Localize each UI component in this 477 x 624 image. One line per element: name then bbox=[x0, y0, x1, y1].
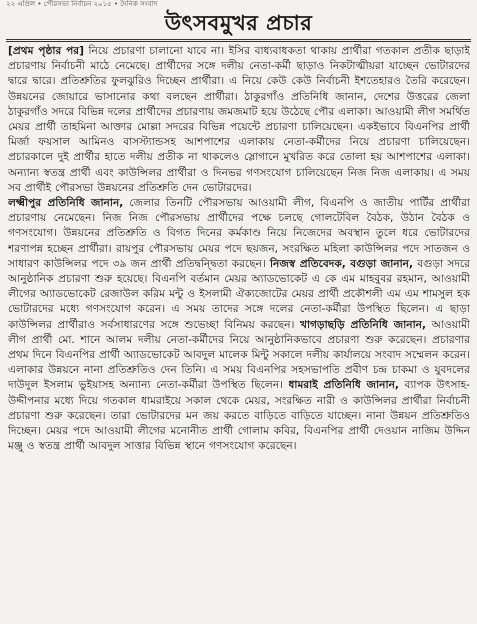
article-paragraph bbox=[8, 196, 470, 454]
headline-rule-secondary bbox=[6, 41, 471, 42]
paragraph-text: ব্যাপক উৎসাহ-উদ্দীপনার মধ্যে দিয়ে গতকাল ধামরাইয়ে সকাল থেকে মেয়র, সংরক্ষিত নারী ও কাউন্সিলর প্রার্থীরা নির্বাচনী প্রচারণা শুরু করেছেন। তারা ভোটারদের মন জয় করতে বাড়িতে বাড়িতে যাচ্ছেন। নানা উন্নয়ন প্রতিশ্রুতিও দিচ্ছেন। মেয়র পদে আওয়ামী লীগের মনোনীত প্রার্থী গোলাম কবির, বিএনপির প্রার্থী দেওয়ান নাজিম উদ্দিন মঞ্জু ও স্বতন্ত্র প্রার্থী আবদুল সাত্তার বিভিন্ন স্থানে গণসংযোগ করেছেন। bbox=[8, 379, 470, 453]
paragraph-text: বগুড়া সদরে আনুষ্ঠানিক প্রচারণা শুরু হয়েছে। বিএনপি বর্তমান মেয়র অ্যাডভোকেট এ কে এম মাহবুবর রহমান, আওয়ামী লীগের অ্যাডভোকেট রেজাউল করিম মন্টু ও ইসলামী ঐক্যজোটের মেয়র প্রার্থী প্রকৌশলী এম এম শামসুল হক ভোটারদের মধ্যে গণসংযোগ করেন। এ সময় তাদের সঙ্গে দলের নেতা-কর্মীরা উপস্থিত ছিলেন। এ ছাড়া কাউন্সিলর প্রার্থীরাও সর্বসাধারণের সঙ্গে শুভেচ্ছা বিনিময় করছেন। bbox=[8, 257, 470, 331]
page-header-text: ২২ এপ্রিল • পৌরসভা নির্বাচন ২০১৫ • দৈনিক সংবাদ bbox=[6, 0, 158, 8]
headline-rule bbox=[6, 39, 471, 40]
article-headline: উৎসবমুখর প্রচার bbox=[164, 11, 313, 35]
paragraph-text: আওয়ামী লীগ প্রার্থী মো. শানে আলম দলীয় নেতা-কর্মীদের নিয়ে আনুষ্ঠানিকভাবে প্রচারণা শুরু করেছেন। প্রচারণার প্রথম দিনে বিএনপির প্রার্থী অ্যাডভোকেট আবদুল মালেক মিন্টু সকালে দলীয় কার্যালয়ে সংবাদ সম্মেলন করেন। এলাকার উন্নয়নে নানা প্রতিশ্রুতিও দেন তিনি। এ সময় বিএনপির সহসভাপতি প্রবীণ চন্দ্র চাকমা ও যুবদলের দাউদুল ইসলাম ভুইয়াসহ অন্যান্য নেতা-কর্মীরা উপস্থিত ছিলেন। bbox=[8, 318, 470, 392]
article-paragraph bbox=[8, 44, 470, 196]
paragraph-lead: নিজস্ব প্রতিবেদক, বগুড়া জানান, bbox=[269, 257, 414, 270]
paragraph-lead: খাগড়াছড়ি প্রতিনিধি জানান, bbox=[300, 318, 427, 331]
paragraph-text: জেলার তিনটি পৌরসভায় আওয়ামী লীগ, বিএনপি ও জাতীয় পার্টির প্রার্থীরা প্রচারণায় নেমেছেন। নিজ নিজ পৌরসভায় প্রার্থীদের পক্ষে চলছে গোলটেবিল বৈঠক, উঠান বৈঠক ও গণসংযোগ। উন্নয়নের প্রতিশ্রুতি ও বিগত দিনের কর্মকাণ্ড নিয়ে নিজেদের অবস্থান তুলে ধরে ভোটারদের শরণাপন্ন হচ্ছেন প্রার্থীরা। রায়পুর পৌরসভায় মেয়র পদে ছয়জন, সংরক্ষিত মহিলা কাউন্সিলর পদে সাতজন ও সাধারণ কাউন্সিলর পদে ৩৯ জন প্রার্থী প্রতিদ্বন্দ্বিতা করছেন। bbox=[8, 197, 470, 270]
paragraph-lead: [প্রথম পৃষ্ঠার পর] bbox=[8, 45, 84, 57]
paragraph-lead: লক্ষ্মীপুর প্রতিনিধি জানান, bbox=[8, 197, 124, 210]
paragraph-text: নিয়ে প্রচারণা চালানো যাবে না। ইসির বাধ্যবাধকতা থাকায় প্রার্থীরা গতকাল প্রতীক ছাড়াই প্রচারণায় নির্বাচনী মাঠে নেমেছে। প্রার্থীদের সঙ্গে দলীয় নেতা-কর্মী ছাড়াও নিকটাত্মীয়রা যাচ্ছেন ভোটারদের দ্বারে দ্বারে। প্রতিশ্রুতির ফুলঝুরিও দিচ্ছেন প্রার্থীরা। এ নিয়ে কেউ কেউ নির্বাচনী ইশতেহারও তৈরি করেছেন। উন্নয়নের জোয়ারে ভাসানোর কথা বলছেন প্রার্থীরা। ঠাকুরগাঁও প্রতিনিধি জানান, দেশের উত্তরের জেলা ঠাকুরগাঁও সদরে বিভিন্ন দলের প্রার্থীদের প্রচারণায় জমজমাট হয়ে উঠেছে পৌর এলাকা। আওয়ামী লীগ সমর্থিত মেয়র প্রার্থী তাহমিনা আক্তার মোল্লা সদরের বিভিন্ন পয়েন্টে প্রচারণা চালিয়েছেন। একইভাবে বিএনপির প্রার্থী মির্জা ফয়সাল আমিনও বাসস্ট্যান্ডসহ আশপাশের এলাকায় নেতা-কর্মীদের নিয়ে প্রচারণা চালিয়েছেন। প্রচারকালে দুই প্রার্থীর হাতে দলীয় প্রতীক না থাকলেও স্লোগানে মুখরিত করে তোলা হয় আশপাশের এলাকা। অন্যান্য স্বতন্ত্র প্রার্থী এবং কাউন্সিলর প্রার্থীরা ও দিনভর গণসংযোগ চালিয়েছেন নিজ নিজ এলাকায়। এ সময় সব প্রার্থীই পৌরসভা উন্নয়নের প্রতিশ্রুতি দেন ভোটারদের। bbox=[8, 45, 470, 194]
page-header-strip bbox=[0, 0, 477, 9]
article-body bbox=[8, 44, 470, 624]
paragraph-lead: ধামরাই প্রতিনিধি জানান, bbox=[288, 379, 399, 392]
